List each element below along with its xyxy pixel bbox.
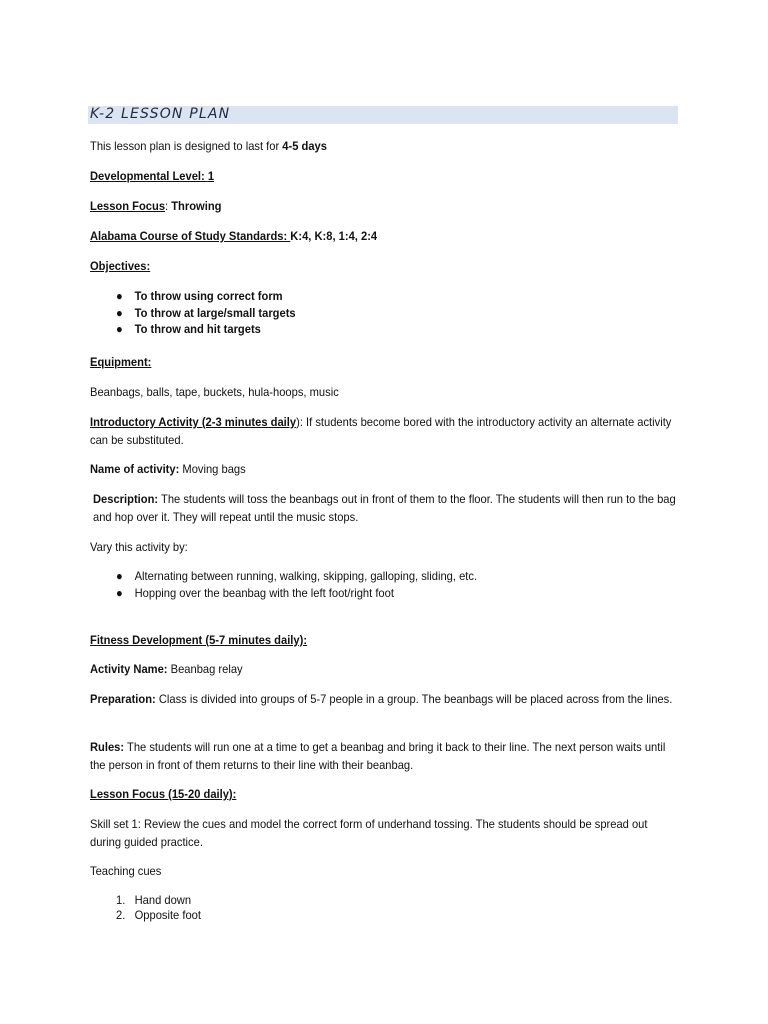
rules-label: Rules: [90, 740, 125, 754]
developmental-level [90, 167, 639, 185]
developmental-level-label: Developmental Level: [90, 169, 208, 183]
description-label: Description: [93, 492, 159, 506]
rules-text: The students will run one at a time to get a beanbag and bring it back to their line. The next person waits until the person in front of them returns to their line with their beanbag. [90, 740, 666, 772]
activity-name-2-label: Activity Name: [90, 662, 168, 676]
list-item: ● To throw at large/small targets [116, 305, 296, 320]
bullet-icon: ● [116, 289, 123, 303]
page-title: K-2 LESSON PLAN [90, 106, 231, 122]
intro-duration: 4-5 days [282, 139, 327, 153]
rules [90, 738, 680, 774]
activity-name-2-value: Beanbag relay [167, 662, 243, 676]
preparation [90, 690, 680, 708]
fitness-label: Fitness Development (5-7 minutes daily): [90, 633, 308, 647]
introductory-activity [90, 413, 680, 449]
lesson-focus-label: Lesson Focus [90, 199, 166, 213]
list-number: 2. [116, 908, 126, 922]
bullet-icon: ● [116, 569, 123, 583]
equipment-label: Equipment: [90, 355, 152, 369]
introductory-text: ): If students become bored with the introductory activity an alternate activity can be substituted. [90, 415, 672, 447]
bullet-icon: ● [116, 586, 123, 600]
intro-prefix: This lesson plan is designed to last for [90, 139, 283, 153]
list-item: 2. Opposite foot [116, 908, 201, 922]
objectives-heading [90, 257, 639, 275]
introductory-label: Introductory Activity (2-3 minutes daily [90, 415, 297, 429]
list-item: ● Hopping over the beanbag with the left foot/right foot [116, 586, 394, 600]
activity-name-value: Moving bags [179, 462, 246, 476]
activity-name-2 [90, 660, 639, 678]
lesson-focus-2-heading [90, 785, 639, 803]
equipment-heading [90, 353, 639, 371]
lesson-focus-2-label: Lesson Focus (15-20 daily): [90, 787, 237, 801]
list-number: 1. [116, 893, 126, 907]
standards [90, 227, 639, 245]
skill-set: Skill set 1: Review the cues and model the correct form of underhand tossing. The students should be spread out during guided practice. [90, 817, 648, 849]
lesson-focus-sep: : [165, 199, 172, 213]
equipment-list: Beanbags, balls, tape, buckets, hula-hoops, music [90, 385, 339, 399]
vary-heading: Vary this activity by: [90, 540, 188, 554]
list-item: ● To throw and hit targets [116, 322, 261, 336]
bullet-icon: ● [116, 322, 123, 336]
activity-name [90, 460, 639, 478]
bullet-icon: ● [116, 305, 123, 320]
list-item: ● To throw using correct form [116, 289, 283, 303]
teaching-cues-heading: Teaching cues [90, 864, 162, 878]
description-text: The students will toss the beanbags out in front of them to the floor. The students will then run to the bag and hop over it. They will repeat until the music stops. [93, 492, 676, 524]
preparation-text: Class is divided into groups of 5-7 people in a group. The beanbags will be placed across from the lines. [155, 692, 673, 706]
objectives-label: Objectives: [90, 259, 151, 273]
preparation-label: Preparation: [90, 692, 156, 706]
intro-line [90, 137, 639, 155]
lesson-focus [90, 197, 639, 215]
fitness-heading [90, 631, 639, 649]
list-item: 1. Hand down [116, 893, 192, 907]
list-item: ● Alternating between running, walking, skipping, galloping, sliding, etc. [116, 569, 478, 583]
lesson-focus-value: Throwing [171, 199, 222, 213]
standards-label: Alabama Course of Study Standards: [90, 229, 291, 243]
developmental-level-value: 1 [207, 169, 215, 183]
description [93, 490, 683, 526]
standards-value: K:4, K:8, 1:4, 2:4 [290, 229, 378, 243]
activity-name-label: Name of activity: [90, 462, 180, 476]
